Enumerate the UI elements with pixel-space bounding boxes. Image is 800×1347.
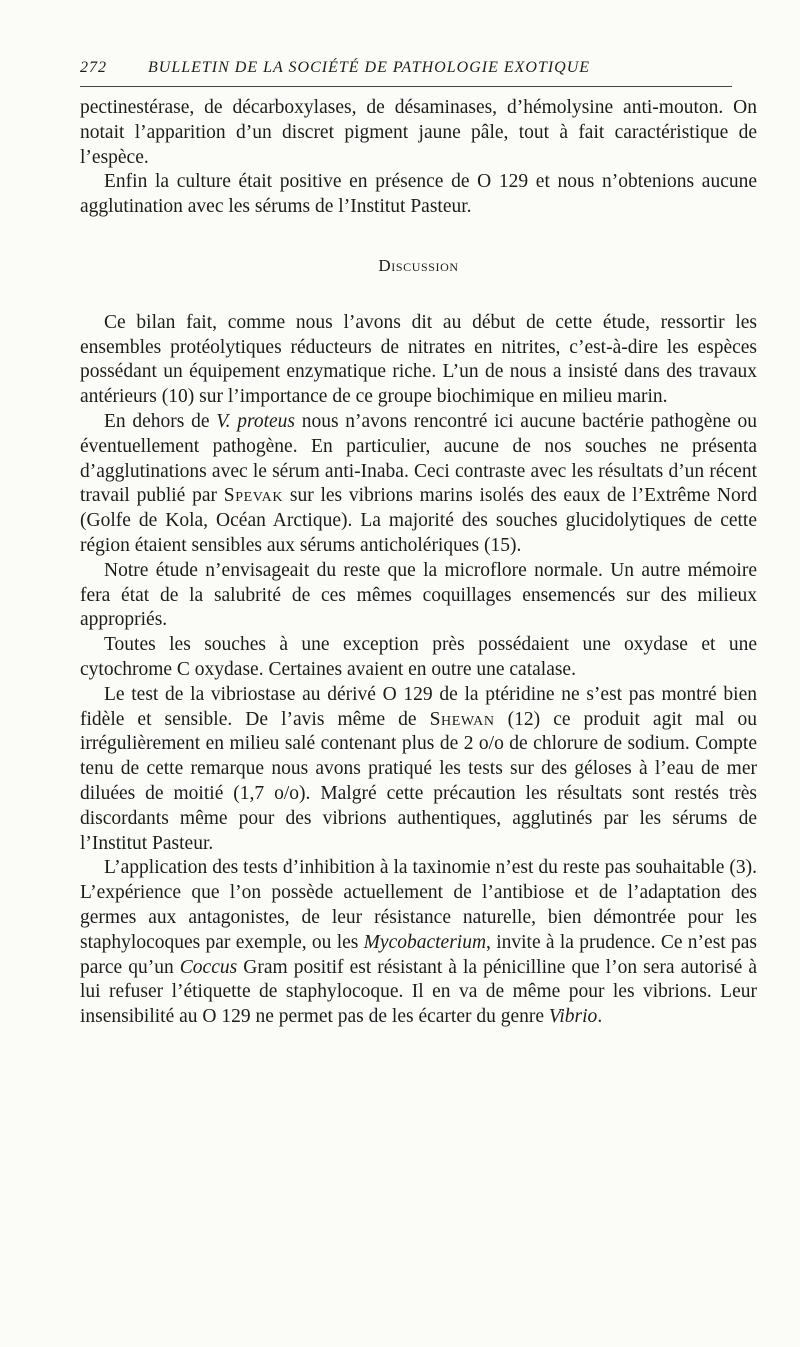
text-run: Le test de la vibriostase au dérivé O 129 de la ptéridine ne s’est pas montré bien fidèle et sensible. De l’avis même de (80, 683, 757, 730)
paragraph (80, 683, 757, 857)
text-run: (12) ce produit agit mal ou irrégulièrement en milieu salé contenant plus de 2 o/o de chlorure de sodium. Compte tenu de cette remarque nous avons pratiqué les tests sur des géloses à l’eau de mer diluées de moitié (1,7 o/o). Malgré cette précaution les résultats sont restés très discordants même pour des vibrions authentiques, agglutinés par les sérums de l’Institut Pasteur. (80, 708, 757, 854)
text-run: Gram positif est résistant à la pénicilline que l’on sera autorisé à lui refuser l’étiquette de staphylocoque. Il en va de même pour les vibrions. Leur insensibilité au O 129 ne permet pas de les écarter du genre (80, 956, 757, 1028)
italic-genus-name: Vibrio (548, 1006, 598, 1028)
paragraph (80, 856, 757, 1030)
author-name: Spevak (223, 485, 284, 507)
paragraph-continued: pectinestérase, de décarboxylases, de désaminases, d’hémolysine anti-mouton. On notait l’apparition d’un discret pigment jaune pâle, tout à fait caractéristique de l’espèce. (80, 97, 757, 168)
section-heading: Discussion (378, 255, 459, 275)
paragraph: Toutes les souches à une exception près possédaient une oxydase et une cytochrome C oxydase. Certaines avaient en outre une catalase. (80, 634, 757, 680)
author-name: Shewan (429, 708, 495, 730)
header-rule (80, 86, 732, 87)
italic-species-name: V. proteus (216, 410, 295, 432)
text-run: L’application des tests d’inhibition à la taxinomie n’est du reste pas souhaitable (3). L’expérience que l’on possède actuellement de l’antibiose et de l’adaptation des germes aux antagonistes, de leur résistance naturelle, bien démontrée pour les staphylocoques par exemple, ou les (80, 857, 757, 953)
italic-genus-name: Coccus (179, 956, 238, 978)
text-run: . (597, 1006, 603, 1028)
text-run: En dehors de (104, 410, 217, 432)
body-text (80, 96, 757, 1030)
paragraph (80, 410, 757, 559)
running-head (80, 57, 732, 83)
page-number: 272 (80, 59, 107, 76)
text-run: , invite à la prudence. Ce n’est pas parce qu’un (80, 931, 757, 978)
paragraph: Ce bilan fait, comme nous l’avons dit au début de cette étude, ressortir les ensembles protéolytiques réducteurs de nitrates en nitrites, c’est-à-dire les espèces possédant un équipement enzymatique riche. L’un de nous a insisté dans des travaux antérieurs (10) sur l’importance de ce groupe biochimique en milieu marin. (80, 311, 757, 408)
journal-title: BULLETIN DE LA SOCIÉTÉ DE PATHOLOGIE EXOTIQUE (148, 59, 591, 76)
italic-genus-name: Mycobacterium (363, 931, 487, 953)
paragraph: Enfin la culture était positive en présence de O 129 et nous n’obtenions aucune agglutination avec les sérums de l’Institut Pasteur. (80, 171, 757, 218)
text-run: nous n’avons rencontré ici aucune bactérie pathogène ou éventuellement pathogène. En particulier, aucune de nos souches ne présenta d’agglutinations avec le sérum anti-Inaba. Ceci contraste avec les résultats d’un récent travail publié par (80, 410, 757, 507)
text-run: sur les vibrions marins isolés des eaux de l’Extrême Nord (Golfe de Kola, Océan Arctique). La majorité des souches glucidolytiques de cette région étaient sensibles aux sérums anticholériques (15). (80, 485, 757, 556)
paragraph: Notre étude n’envisageait du reste que la microflore normale. Un autre mémoire fera état de la salubrité de ces mêmes coquillages ensemencés sur des milieux appropriés. (80, 559, 757, 631)
